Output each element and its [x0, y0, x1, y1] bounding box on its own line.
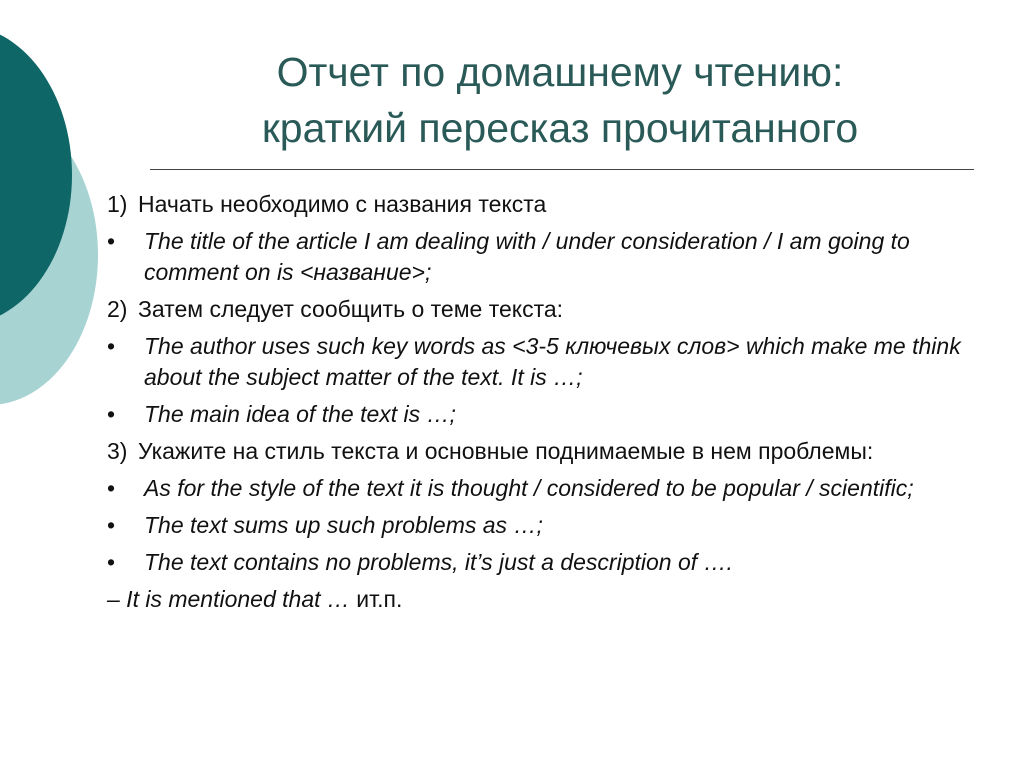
step-2	[107, 294, 967, 325]
step-text: Укажите на стиль текста и основные поднимаемые в нем проблемы:	[138, 438, 874, 464]
step-number: 2)	[107, 296, 128, 322]
closing-tail: ит.п.	[356, 586, 403, 612]
example-text: As for the style of the text it is thought / considered to be popular / scientific;	[144, 475, 914, 501]
bullet-icon: •	[107, 401, 116, 427]
step-number: 3)	[107, 438, 128, 464]
bullet-icon: •	[107, 549, 116, 575]
bullet-icon: •	[107, 333, 116, 359]
example-text: The text contains no problems, it’s just a description of ….	[144, 549, 733, 575]
example-text: The main idea of the text is …;	[144, 401, 456, 427]
step-3	[107, 436, 967, 467]
slide-body	[107, 189, 967, 615]
bullet-icon: •	[107, 475, 116, 501]
bullet-icon: •	[107, 512, 116, 538]
example-text: The title of the article I am dealing with / under consideration / I am going to comment on is <название>;	[144, 228, 910, 285]
slide-title	[150, 44, 970, 156]
step-text: Затем следует сообщить о теме текста:	[138, 296, 564, 322]
bullet-icon: •	[107, 228, 116, 254]
example-phrase	[107, 547, 967, 578]
example-phrase	[107, 510, 967, 541]
slide-title-line-2: краткий пересказ прочитанного	[261, 105, 859, 151]
example-phrase	[107, 331, 967, 393]
example-phrase	[107, 226, 967, 288]
closing-text: – It is mentioned that …	[107, 586, 357, 612]
step-1	[107, 189, 967, 220]
example-phrase	[107, 473, 967, 504]
step-text: Начать необходимо с названия текста	[138, 191, 547, 217]
slide-title-line-1: Отчет по домашнему чтению:	[276, 49, 844, 95]
example-text: The text sums up such problems as …;	[144, 512, 543, 538]
example-phrase	[107, 399, 967, 430]
closing-phrase	[107, 584, 967, 615]
title-divider	[150, 169, 974, 170]
step-number: 1)	[107, 191, 128, 217]
example-text: The author uses such key words as <3-5 ключевых слов> which make me think about the subject matter of the text. It is …;	[144, 333, 961, 390]
